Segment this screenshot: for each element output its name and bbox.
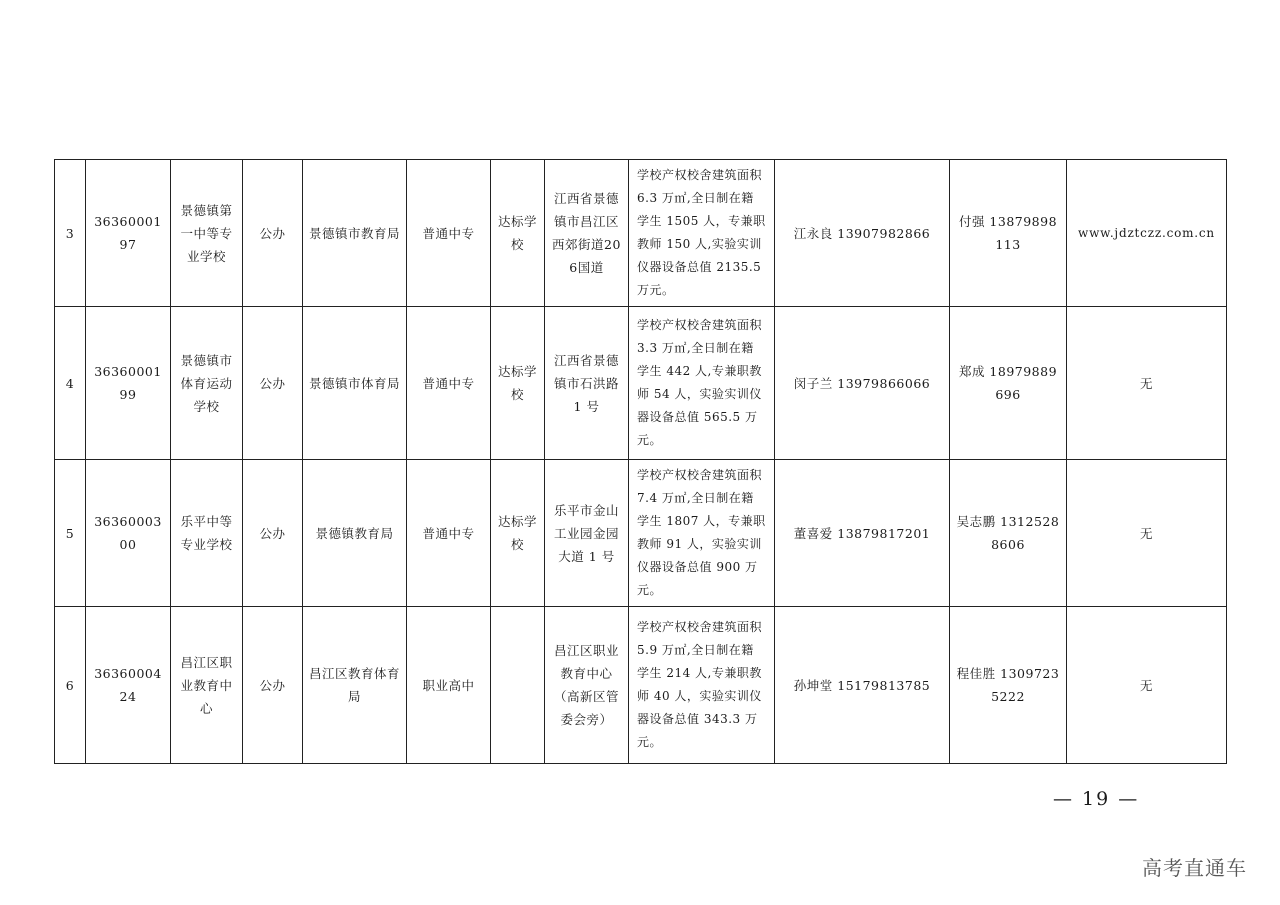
school-website: 无 bbox=[1067, 607, 1227, 764]
row-number: 5 bbox=[55, 460, 86, 607]
school-address: 江西省景德镇市昌江区西郊街道206国道 bbox=[545, 160, 629, 307]
school-code: 3636000197 bbox=[86, 160, 171, 307]
table-row bbox=[55, 460, 1227, 607]
school-code: 3636000199 bbox=[86, 307, 171, 460]
table-row bbox=[55, 160, 1227, 307]
school-level: 普通中专 bbox=[407, 307, 491, 460]
school-type: 公办 bbox=[243, 160, 303, 307]
school-description: 学校产权校舍建筑面积 3.3 万㎡,全日制在籍学生 442 人,专兼职教师 54 人，实验实训仪器设备总值 565.5 万元。 bbox=[629, 307, 775, 460]
school-website: 无 bbox=[1067, 460, 1227, 607]
watermark-logo: 高考直通车 bbox=[1142, 856, 1247, 880]
responsible-person: 吴志鹏 13125288606 bbox=[950, 460, 1067, 607]
contact-person: 孙坤堂 15179813785 bbox=[775, 607, 950, 764]
compliance-status: 达标学校 bbox=[491, 160, 545, 307]
authority: 昌江区教育体育局 bbox=[303, 607, 407, 764]
school-type: 公办 bbox=[243, 607, 303, 764]
authority: 景德镇市体育局 bbox=[303, 307, 407, 460]
school-website: www.jdztczz.com.cn bbox=[1067, 160, 1227, 307]
school-name: 景德镇市体育运动学校 bbox=[171, 307, 243, 460]
school-level: 职业高中 bbox=[407, 607, 491, 764]
compliance-status: 达标学校 bbox=[491, 460, 545, 607]
page-number: — 19 — bbox=[1053, 788, 1140, 810]
authority: 景德镇教育局 bbox=[303, 460, 407, 607]
contact-person: 江永良 13907982866 bbox=[775, 160, 950, 307]
contact-person: 闵子兰 13979866066 bbox=[775, 307, 950, 460]
school-table bbox=[54, 159, 1227, 764]
row-number: 4 bbox=[55, 307, 86, 460]
school-level: 普通中专 bbox=[407, 460, 491, 607]
school-name: 乐平中等专业学校 bbox=[171, 460, 243, 607]
school-type: 公办 bbox=[243, 307, 303, 460]
responsible-person: 付强 13879898113 bbox=[950, 160, 1067, 307]
contact-person: 董喜爱 13879817201 bbox=[775, 460, 950, 607]
school-address: 江西省景德镇市石洪路 1 号 bbox=[545, 307, 629, 460]
school-code: 3636000424 bbox=[86, 607, 171, 764]
table-row bbox=[55, 307, 1227, 460]
school-type: 公办 bbox=[243, 460, 303, 607]
school-description: 学校产权校舍建筑面积 5.9 万㎡,全日制在籍学生 214 人,专兼职教师 40 人，实验实训仪器设备总值 343.3 万元。 bbox=[629, 607, 775, 764]
table-row bbox=[55, 607, 1227, 764]
authority: 景德镇市教育局 bbox=[303, 160, 407, 307]
compliance-status bbox=[491, 607, 545, 764]
school-address: 昌江区职业教育中心（高新区管委会旁） bbox=[545, 607, 629, 764]
row-number: 6 bbox=[55, 607, 86, 764]
school-description: 学校产权校舍建筑面积 6.3 万㎡,全日制在籍学生 1505 人，专兼职教师 150 人,实验实训仪器设备总值 2135.5 万元。 bbox=[629, 160, 775, 307]
school-description: 学校产权校舍建筑面积 7.4 万㎡,全日制在籍学生 1807 人，专兼职教师 91 人，实验实训仪器设备总值 900 万元。 bbox=[629, 460, 775, 607]
responsible-person: 郑成 18979889696 bbox=[950, 307, 1067, 460]
school-address: 乐平市金山工业园金园大道 1 号 bbox=[545, 460, 629, 607]
school-website: 无 bbox=[1067, 307, 1227, 460]
school-name: 昌江区职业教育中心 bbox=[171, 607, 243, 764]
row-number: 3 bbox=[55, 160, 86, 307]
school-name: 景德镇第一中等专业学校 bbox=[171, 160, 243, 307]
responsible-person: 程佳胜 13097235222 bbox=[950, 607, 1067, 764]
school-level: 普通中专 bbox=[407, 160, 491, 307]
compliance-status: 达标学校 bbox=[491, 307, 545, 460]
school-code: 3636000300 bbox=[86, 460, 171, 607]
